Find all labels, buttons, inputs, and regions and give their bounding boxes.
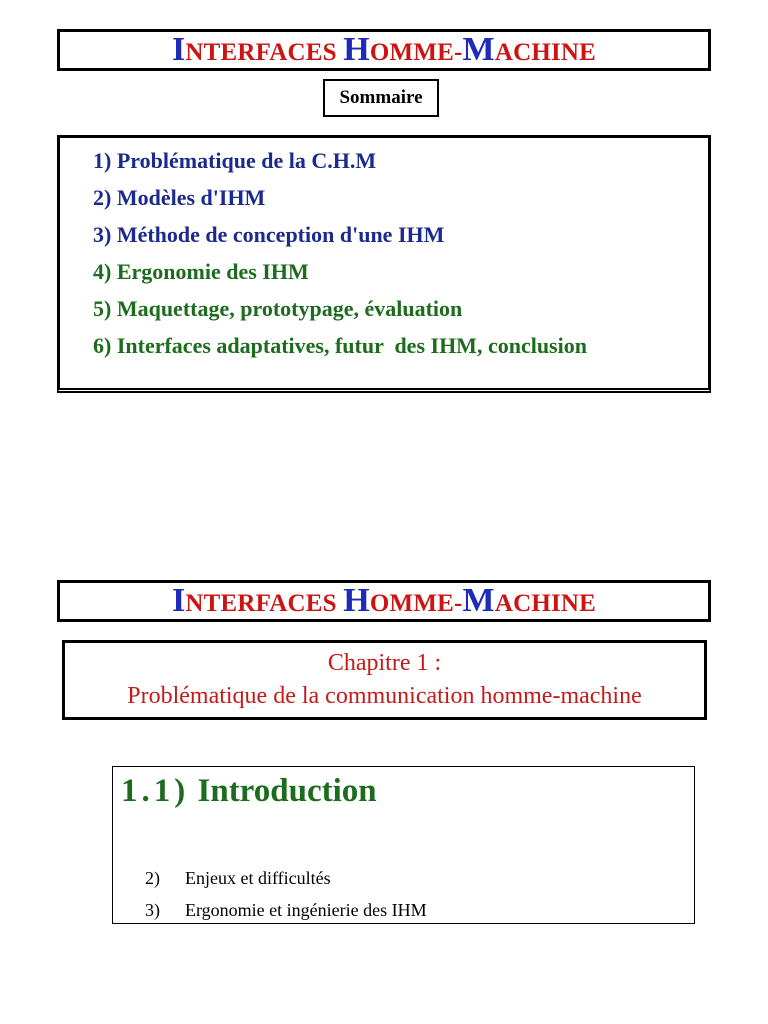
top-title-rest-3: ACHINE xyxy=(494,39,597,66)
bottom-title xyxy=(172,582,596,620)
bottom-title-box xyxy=(57,580,711,622)
table-of-contents xyxy=(57,135,711,393)
bottom-title-rest-3: ACHINE xyxy=(494,590,597,617)
intro-number: 1.1) xyxy=(121,773,190,809)
bottom-title-cap-3: M xyxy=(462,582,495,619)
top-title xyxy=(172,31,596,69)
toc-item-6: 6) Interfaces adaptatives, futur des IHM, conclusion xyxy=(93,333,587,358)
subitem-number: 2) xyxy=(145,868,160,888)
top-title-rest-1: NTERFACES xyxy=(185,39,344,66)
bottom-title-rest-1: NTERFACES xyxy=(185,590,344,617)
intro-heading xyxy=(121,773,377,810)
chapter-title: Problématique de la communication homme-machine xyxy=(127,683,642,709)
toc-item-5: 5) Maquettage, prototypage, évaluation xyxy=(93,296,463,321)
subitem-text: Enjeux et difficultés xyxy=(185,868,331,888)
top-title-box xyxy=(57,29,711,71)
top-title-cap-1: I xyxy=(171,31,186,68)
toc-item-4: 4) Ergonomie des IHM xyxy=(93,259,309,284)
subitem-text: Ergonomie et ingénierie des IHM xyxy=(185,900,427,920)
intro-title: Introduction xyxy=(197,773,377,809)
top-title-rest-2: OMME- xyxy=(369,39,463,66)
bottom-title-cap-2: H xyxy=(343,582,370,619)
chapter-box xyxy=(62,640,707,720)
toc-item-2: 2) Modèles d'IHM xyxy=(93,185,266,210)
toc-item-3: 3) Méthode de conception d'une IHM xyxy=(93,222,445,247)
top-title-cap-2: H xyxy=(343,31,370,68)
subitem-number: 3) xyxy=(145,900,160,920)
intro-section xyxy=(112,766,695,924)
top-title-cap-3: M xyxy=(462,31,495,68)
sommaire-label: Sommaire xyxy=(323,79,439,117)
chapter-number: Chapitre 1 : xyxy=(327,650,442,676)
toc-item-1: 1) Problématique de la C.H.M xyxy=(93,148,377,173)
bottom-title-cap-1: I xyxy=(171,582,186,619)
bottom-title-rest-2: OMME- xyxy=(369,590,463,617)
